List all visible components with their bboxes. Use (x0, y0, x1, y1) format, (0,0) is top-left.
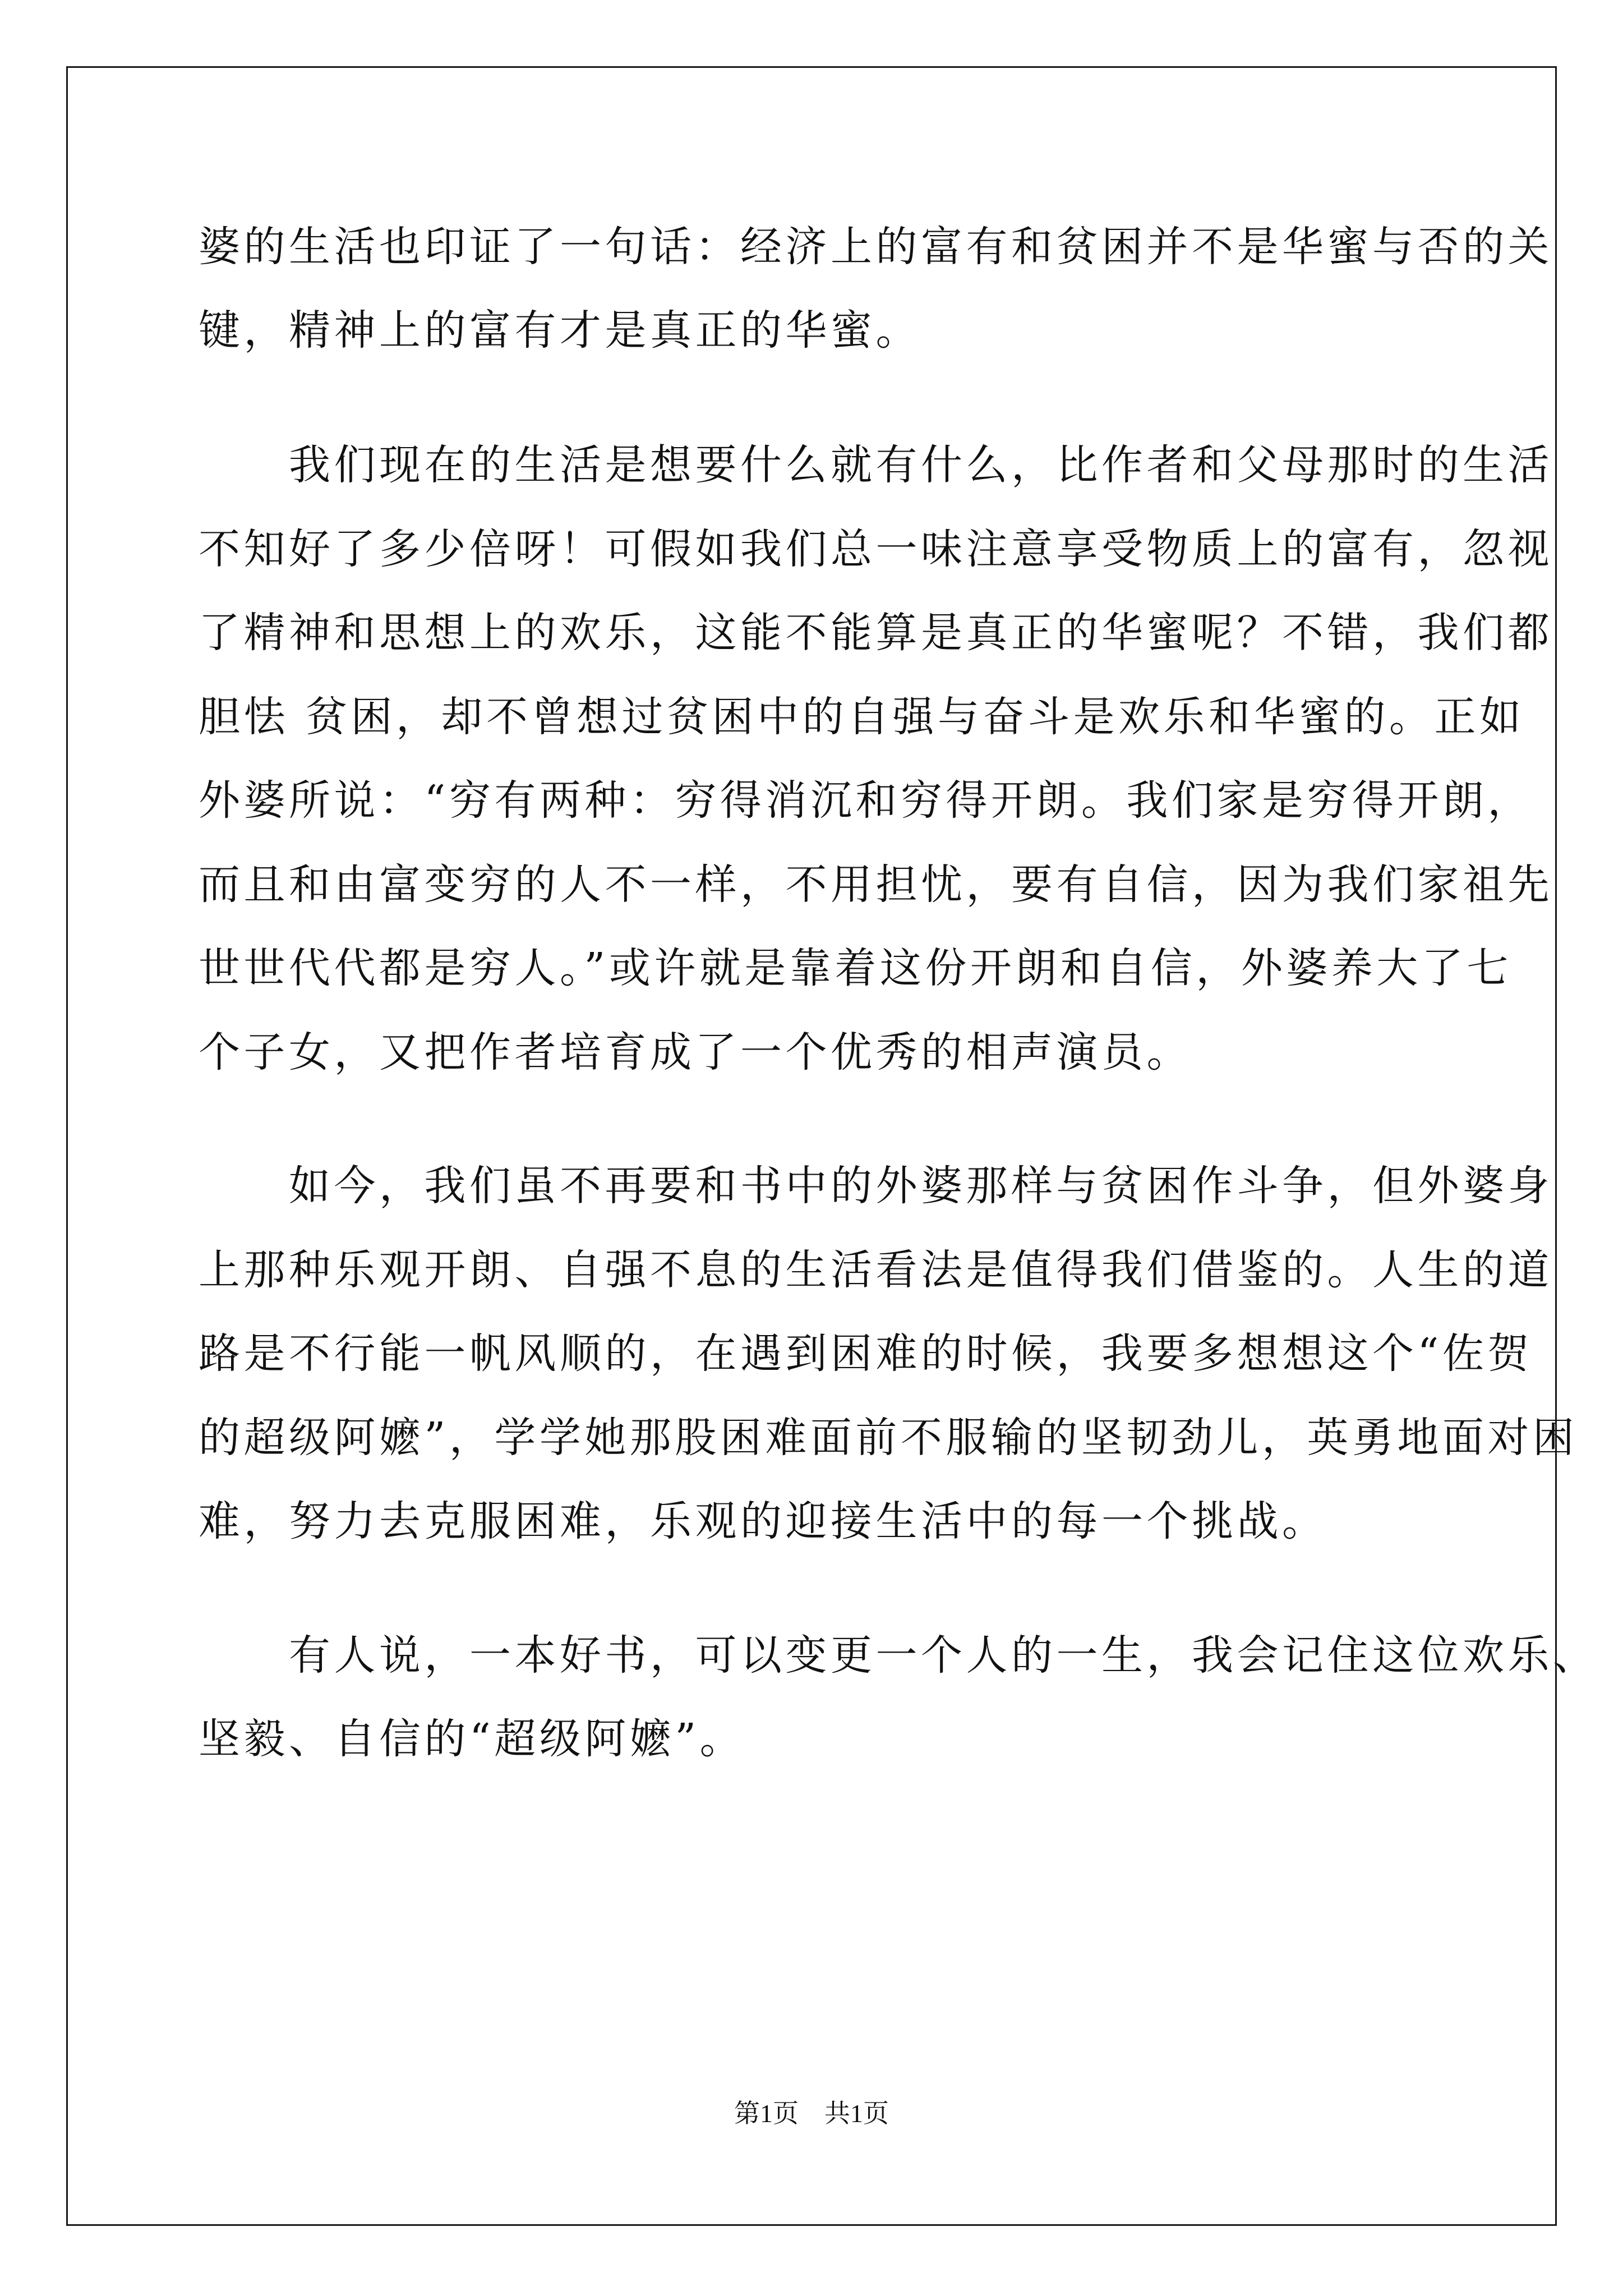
text-line: 键，精神上的富有才是真正的华蜜。 (199, 306, 921, 355)
text-line: 世世代代都是穷人。”或许就是靠着这份开朗和自信，外婆养大了七 (199, 944, 1512, 992)
page-border (66, 66, 1557, 2226)
text-line: 了精神和思想上的欢乐，这能不能算是真正的华蜜呢？不错，我们都 (199, 609, 1553, 657)
text-line: 外婆所说：“穷有两种：穷得消沉和穷得开朗。我们家是穷得开朗， (199, 776, 1533, 825)
text-line: 难，努力去克服困难，乐观的迎接生活中的每一个挑战。 (199, 1497, 1327, 1545)
text-line: 不知好了多少倍呀！可假如我们总一味注意享受物质上的富有，忽视 (199, 525, 1553, 573)
text-line: 个子女，又把作者培育成了一个优秀的相声演员。 (199, 1028, 1192, 1076)
text-line: 有人说，一本好书，可以变更一个人的一生，我会记住这位欢乐、 (199, 1631, 1598, 1680)
text-line: 而且和由富变穷的人不一样，不用担忧，要有自信，因为我们家祖先 (199, 861, 1553, 909)
text-line: 上那种乐观开朗、自强不息的生活看法是值得我们借鉴的。人生的道 (199, 1246, 1553, 1294)
text-line: 如今，我们虽不再要和书中的外婆那样与贫困作斗争，但外婆身 (199, 1162, 1553, 1210)
text-line: 的超级阿嬷”，学学她那股困难面前不服输的坚韧劲儿，英勇地面对困 (199, 1414, 1578, 1462)
text-line: 婆的生活也印证了一句话：经济上的富有和贫困并不是华蜜与否的关 (199, 223, 1553, 271)
text-line: 路是不行能一帆风顺的，在遇到困难的时候，我要多想想这个“佐贺 (199, 1329, 1533, 1378)
text-line: 坚毅、自信的“超级阿嬷”。 (199, 1715, 745, 1763)
page-number: 第1页 共1页 (734, 2099, 889, 2128)
text-line: 我们现在的生活是想要什么就有什么，比作者和父母那时的生活 (199, 441, 1553, 489)
text-line: 胆怯 贫困，却不曾想过贫困中的自强与奋斗是欢乐和华蜜的。正如 (199, 693, 1525, 741)
